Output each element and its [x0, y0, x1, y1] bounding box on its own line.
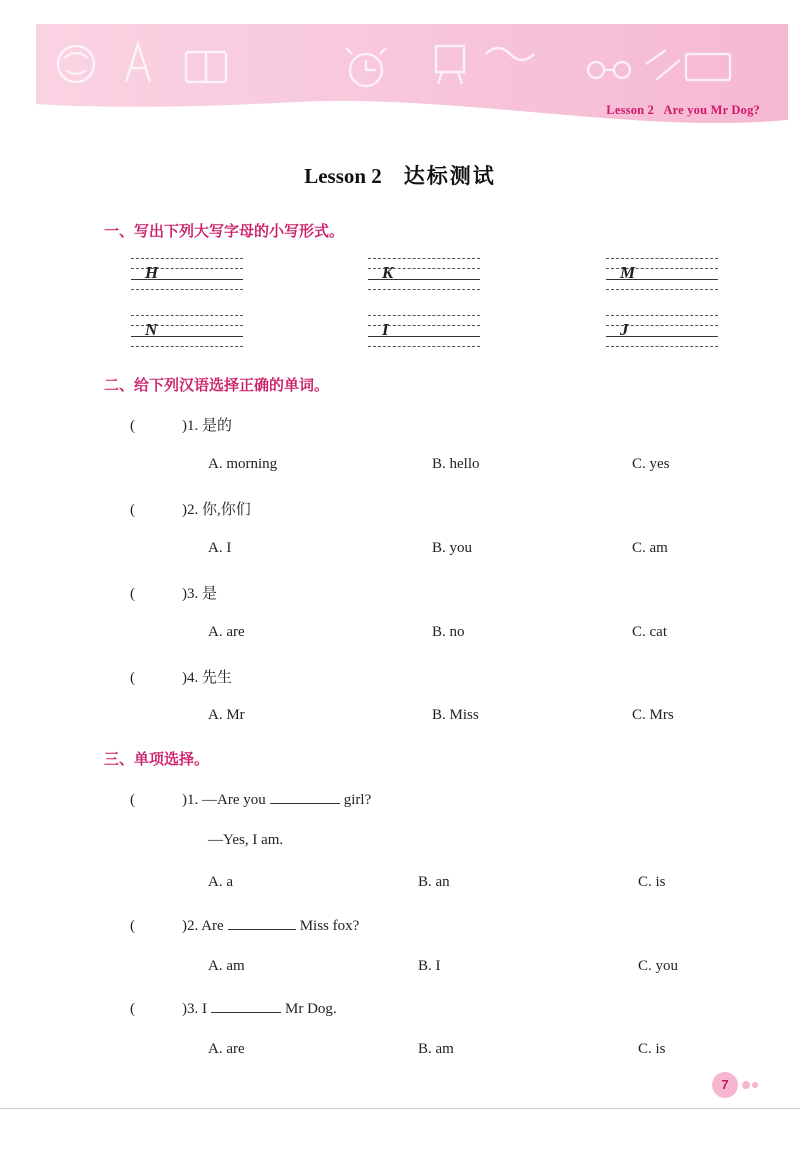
answer-paren[interactable]: (	[130, 792, 135, 808]
banner-lesson-title: Lesson 2 Are you Mr Dog?	[606, 103, 760, 117]
page-title	[0, 160, 800, 190]
letter-writing-line[interactable]	[368, 315, 480, 347]
option-c: C. you	[638, 958, 679, 974]
option-b: B. am	[418, 1041, 454, 1057]
question-stem: ( )4. 先生	[130, 670, 233, 686]
option-c: C. yes	[632, 456, 670, 472]
section2-heading: 二、给下列汉语选择正确的单词。	[104, 376, 330, 394]
decor-dot-icon	[752, 1082, 758, 1088]
question-stem: ( )2. Are Miss fox?	[130, 918, 360, 934]
uppercase-letter: H	[145, 263, 159, 282]
uppercase-letter: I	[382, 320, 389, 339]
fill-blank[interactable]	[211, 999, 281, 1013]
option-c: C. is	[638, 1041, 666, 1057]
page-number: 7	[712, 1072, 738, 1098]
option-b: B. an	[418, 874, 450, 890]
question-stem: ( )1. —Are you girl?	[130, 792, 372, 808]
answer-paren[interactable]: (	[130, 670, 135, 686]
section3-heading: 三、单项选择。	[104, 750, 210, 768]
question-stem: ( )2. 你,你们	[130, 502, 251, 518]
uppercase-letter: J	[620, 320, 629, 339]
page-title-cn: 达标测试	[403, 164, 496, 188]
option-a: A. are	[208, 1041, 245, 1057]
option-a: A. morning	[208, 456, 278, 472]
letter-writing-line[interactable]	[606, 258, 718, 290]
option-c: C. is	[638, 874, 666, 890]
letter-writing-line[interactable]	[606, 315, 718, 347]
uppercase-letter: M	[620, 263, 636, 282]
footer-divider	[0, 1108, 800, 1109]
option-b: B. you	[432, 540, 473, 556]
answer-paren[interactable]: (	[130, 502, 135, 518]
dialogue-reply: —Yes, I am.	[208, 832, 284, 848]
question-stem: ( )1. 是的	[130, 418, 233, 434]
option-a: A. am	[208, 958, 245, 974]
option-b: B. no	[432, 624, 465, 640]
option-b: B. Miss	[432, 707, 479, 723]
answer-paren[interactable]: (	[130, 418, 135, 434]
option-a: A. are	[208, 624, 245, 640]
option-c: C. Mrs	[632, 707, 674, 723]
banner-decoration-icon	[36, 24, 788, 142]
answer-paren[interactable]: (	[130, 918, 135, 934]
letter-writing-line[interactable]	[131, 315, 243, 347]
uppercase-letter: N	[145, 320, 158, 339]
fill-blank[interactable]	[228, 916, 296, 930]
answer-paren[interactable]: (	[130, 586, 135, 602]
header-banner	[36, 24, 788, 142]
option-a: A. I	[208, 540, 232, 556]
question-stem: ( )3. 是	[130, 586, 218, 602]
page-title-lesson: Lesson 2	[304, 164, 382, 188]
option-b: B. I	[418, 958, 441, 974]
fill-blank[interactable]	[270, 790, 340, 804]
option-b: B. hello	[432, 456, 480, 472]
option-a: A. a	[208, 874, 233, 890]
letter-writing-line[interactable]	[131, 258, 243, 290]
option-c: C. cat	[632, 624, 667, 640]
option-a: A. Mr	[208, 707, 245, 723]
letter-writing-line[interactable]	[368, 258, 480, 290]
question-stem: ( )3. I Mr Dog.	[130, 1001, 337, 1017]
uppercase-letter: K	[382, 263, 394, 282]
option-c: C. am	[632, 540, 668, 556]
decor-dot-icon	[742, 1081, 750, 1089]
answer-paren[interactable]: (	[130, 1001, 135, 1017]
section1-heading: 一、写出下列大写字母的小写形式。	[104, 222, 345, 240]
